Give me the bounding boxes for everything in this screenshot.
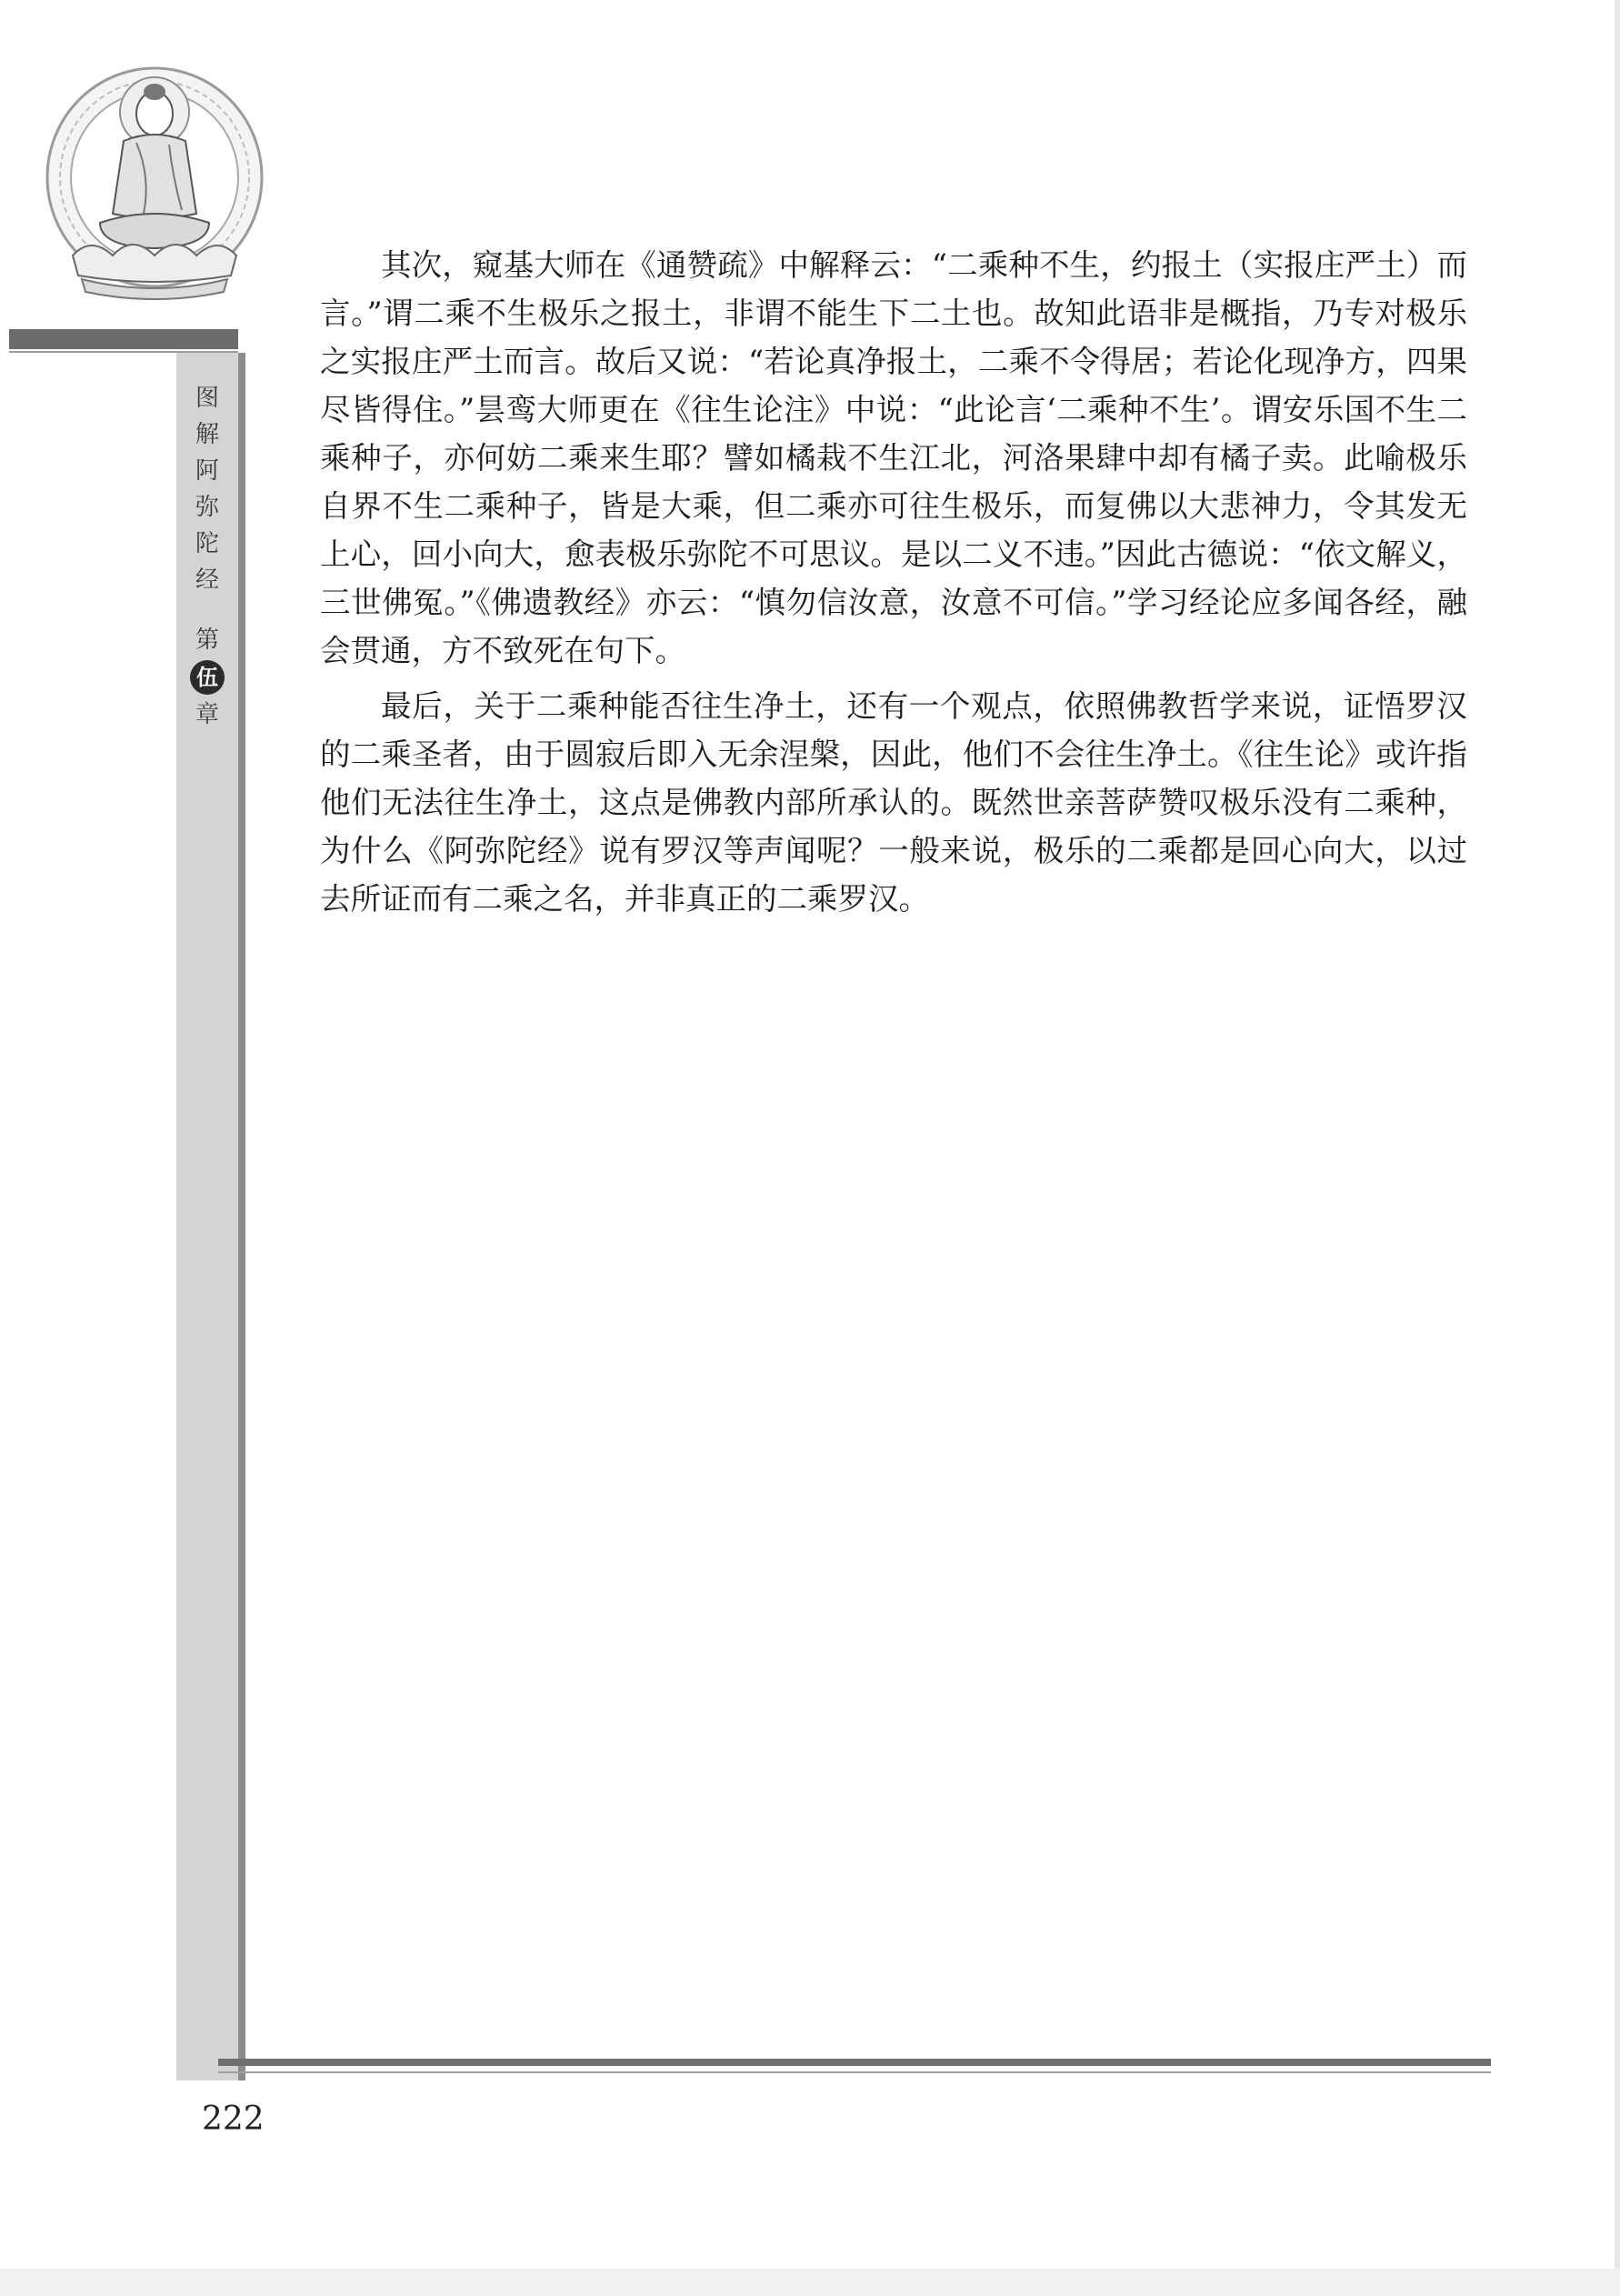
sidebar-title (176, 380, 238, 733)
sidebar-title-char: 陀 (195, 530, 219, 557)
chapter-prefix: 第 (195, 627, 219, 654)
buddha-emblem-icon (36, 41, 282, 314)
bottom-rule (218, 2059, 1491, 2066)
scan-edge-right (1615, 0, 1620, 2296)
chapter-number-badge: 伍 (190, 660, 225, 695)
sidebar-title-char: 弥 (195, 494, 219, 521)
scan-edge-bottom (0, 2269, 1620, 2296)
page-number: 222 (202, 2100, 265, 2138)
sidebar-title-char: 阿 (195, 457, 219, 485)
sidebar-title-char: 经 (195, 566, 219, 594)
chapter-suffix: 章 (195, 701, 219, 728)
body-text (320, 241, 1467, 930)
sidebar-title-char: 解 (195, 421, 219, 448)
paragraph: 最后，关于二乘种能否往生净土，还有一个观点，依照佛教哲学来说，证悟罗汉的二乘圣者，由于圆寂后即入无余涅槃，因此，他们不会往生净土。《往生论》或许指他们无法往生净土，这点是佛教内部所承认的。既然世亲菩萨赞叹极乐没有二乘种，为什么《阿弥陀经》说有罗汉等声闻呢？一般来说，极乐的二乘都是回心向大，以过去所证而有二乘之名，并非真正的二乘罗汉。 (320, 688, 1467, 917)
bottom-rule-thin (218, 2071, 1491, 2073)
top-band (9, 329, 238, 349)
sidebar-title-char: 图 (195, 385, 219, 412)
paragraph: 其次，窥基大师在《通赞疏》中解释云：“二乘种不生，约报土（实报庄严土）而言。”谓二乘不生极乐之报土，非谓不能生下二土也。故知此语非是概指，乃专对极乐之实报庄严土而言。故后又说：“若论真净报土，二乘不令得居；若论化现净方，四果尽皆得住。”昙鸾大师更在《往生论注》中说：“此论言‘二乘种不生’。谓安乐国不生二乘种子，亦何妨二乘来生耶？譬如橘栽不生江北，河洛果肆中却有橘子卖。此喻极乐自界不生二乘种子，皆是大乘，但二乘亦可往生极乐，而复佛以大悲神力，令其发无上心，回小向大，愈表极乐弥陀不可思议。是以二义不违。”因此古德说：“依文解义，三世佛冤。”《佛遗教经》亦云：“慎勿信汝意，汝意不可信。”学习经论应多闻各经，融会贯通，方不致死在句下。 (320, 247, 1467, 668)
